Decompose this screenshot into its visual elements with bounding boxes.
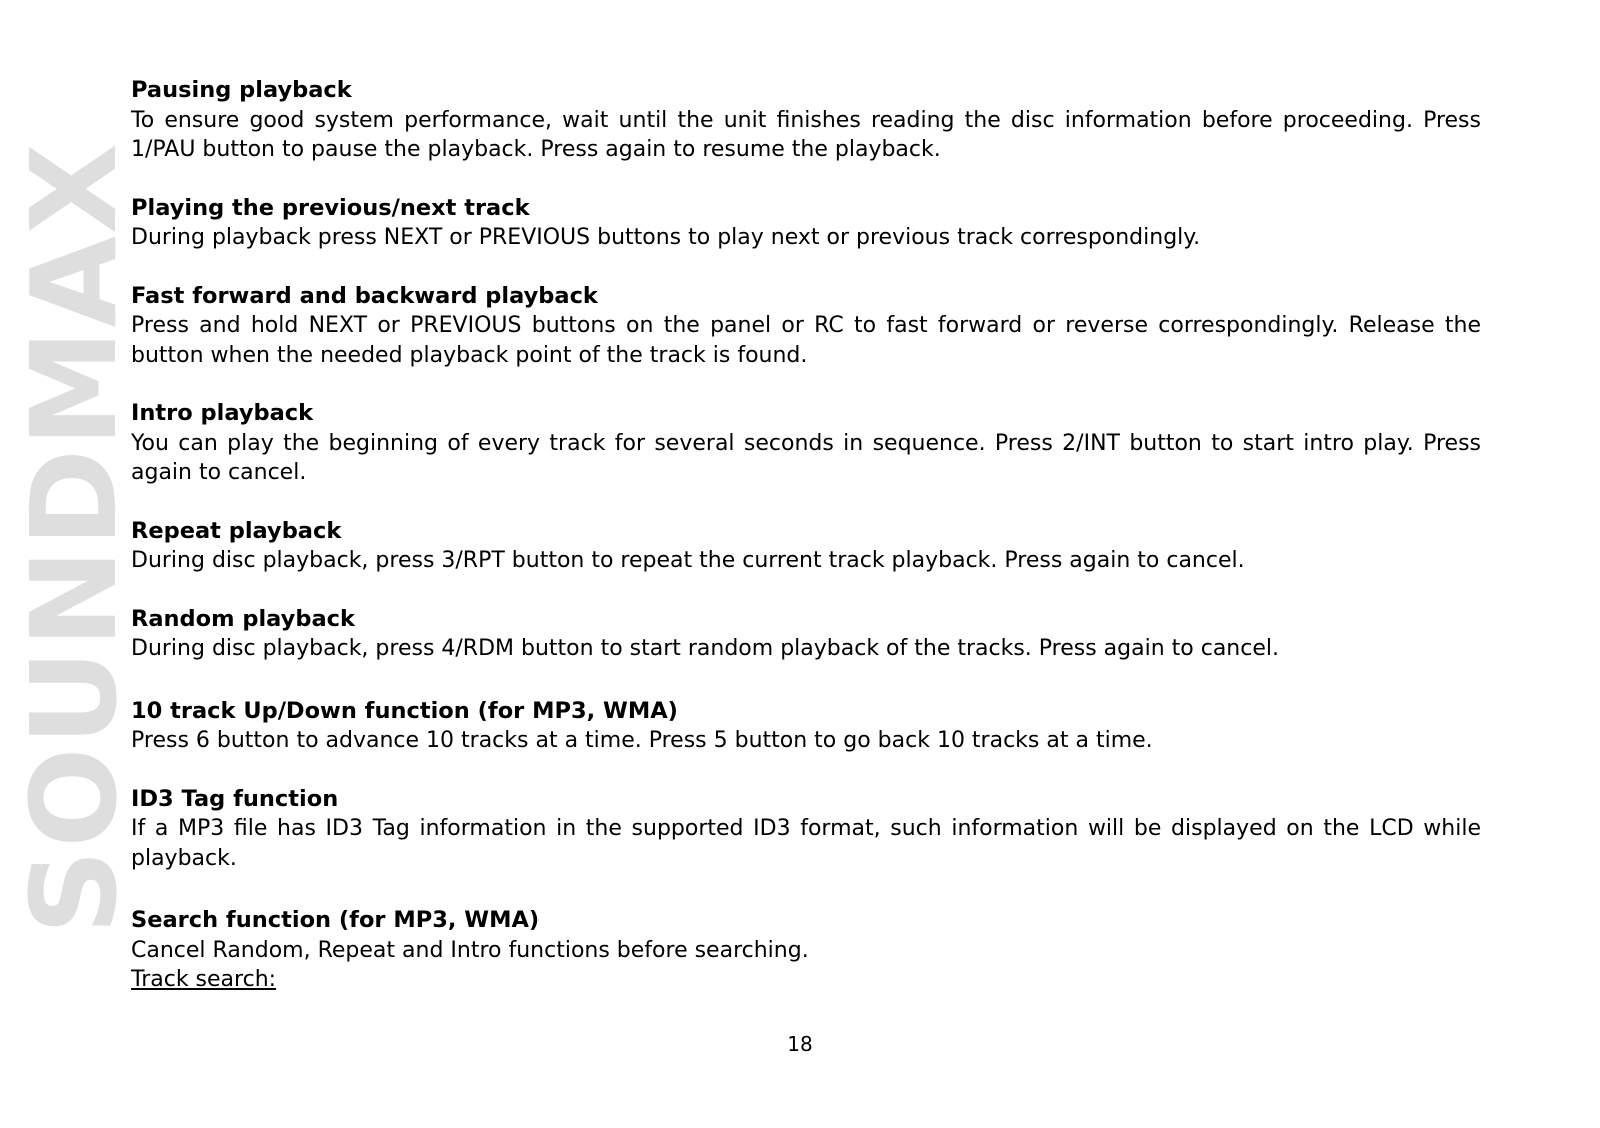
section-body: During playback press NEXT or PREVIOUS buttons to play next or previous track correspondingly.: [131, 225, 1201, 250]
section-title: ID3 Tag function: [131, 785, 339, 812]
section-title: 10 track Up/Down function (for MP3, WMA): [131, 697, 678, 724]
section-body: During disc playback, press 4/RDM button to start random playback of the tracks. Press again to cancel.: [131, 636, 1279, 661]
section-fast-forward-backward: [131, 282, 1481, 371]
section-title: Pausing playback: [131, 77, 352, 103]
page-content: [131, 76, 1481, 1024]
section-10-track-up-down: [131, 697, 1481, 756]
soundmax-watermark: [5, 73, 143, 1003]
page-number: 18: [787, 1032, 813, 1056]
section-title: Intro playback: [131, 400, 314, 426]
section-title: Fast forward and backward playback: [131, 282, 598, 309]
section-random-playback: [131, 605, 1481, 664]
section-search-function: [131, 906, 1481, 995]
section-body: Press and hold NEXT or PREVIOUS buttons on the panel or RC to fast forward or reverse correspondingly. Release the button when the needed playback point of the track is found.: [131, 313, 1481, 368]
section-repeat-playback: [131, 517, 1481, 576]
section-id3-tag: [131, 785, 1481, 874]
section-intro-playback: [131, 399, 1481, 488]
track-search-label: Track search:: [131, 967, 277, 992]
section-body: You can play the beginning of every track for several seconds in sequence. Press 2/INT button to start intro play. Press again to cancel.: [131, 430, 1481, 485]
section-body: During disc playback, press 3/RPT button to repeat the current track playback. Press again to cancel.: [131, 548, 1245, 573]
section-title: Repeat playback: [131, 517, 342, 544]
watermark-logo-text: SOUNDMAX: [5, 141, 143, 935]
section-title: Random playback: [131, 605, 355, 632]
section-title: Playing the previous/next track: [131, 194, 530, 221]
section-title: Search function (for MP3, WMA): [131, 907, 540, 933]
section-body: Press 6 button to advance 10 tracks at a time. Press 5 button to go back 10 tracks at a time.: [131, 728, 1153, 753]
section-previous-next-track: [131, 194, 1481, 253]
section-body: To ensure good system performance, wait until the unit finishes reading the disc information before proceeding. Press 1/PAU button to pause the playback. Press again to resume the playback.: [131, 107, 1481, 162]
section-pausing-playback: [131, 76, 1481, 165]
section-body: If a MP3 file has ID3 Tag information in the supported ID3 format, such information will be displayed on the LCD while playback.: [131, 816, 1481, 871]
section-body: Cancel Random, Repeat and Intro functions before searching.: [131, 937, 809, 963]
